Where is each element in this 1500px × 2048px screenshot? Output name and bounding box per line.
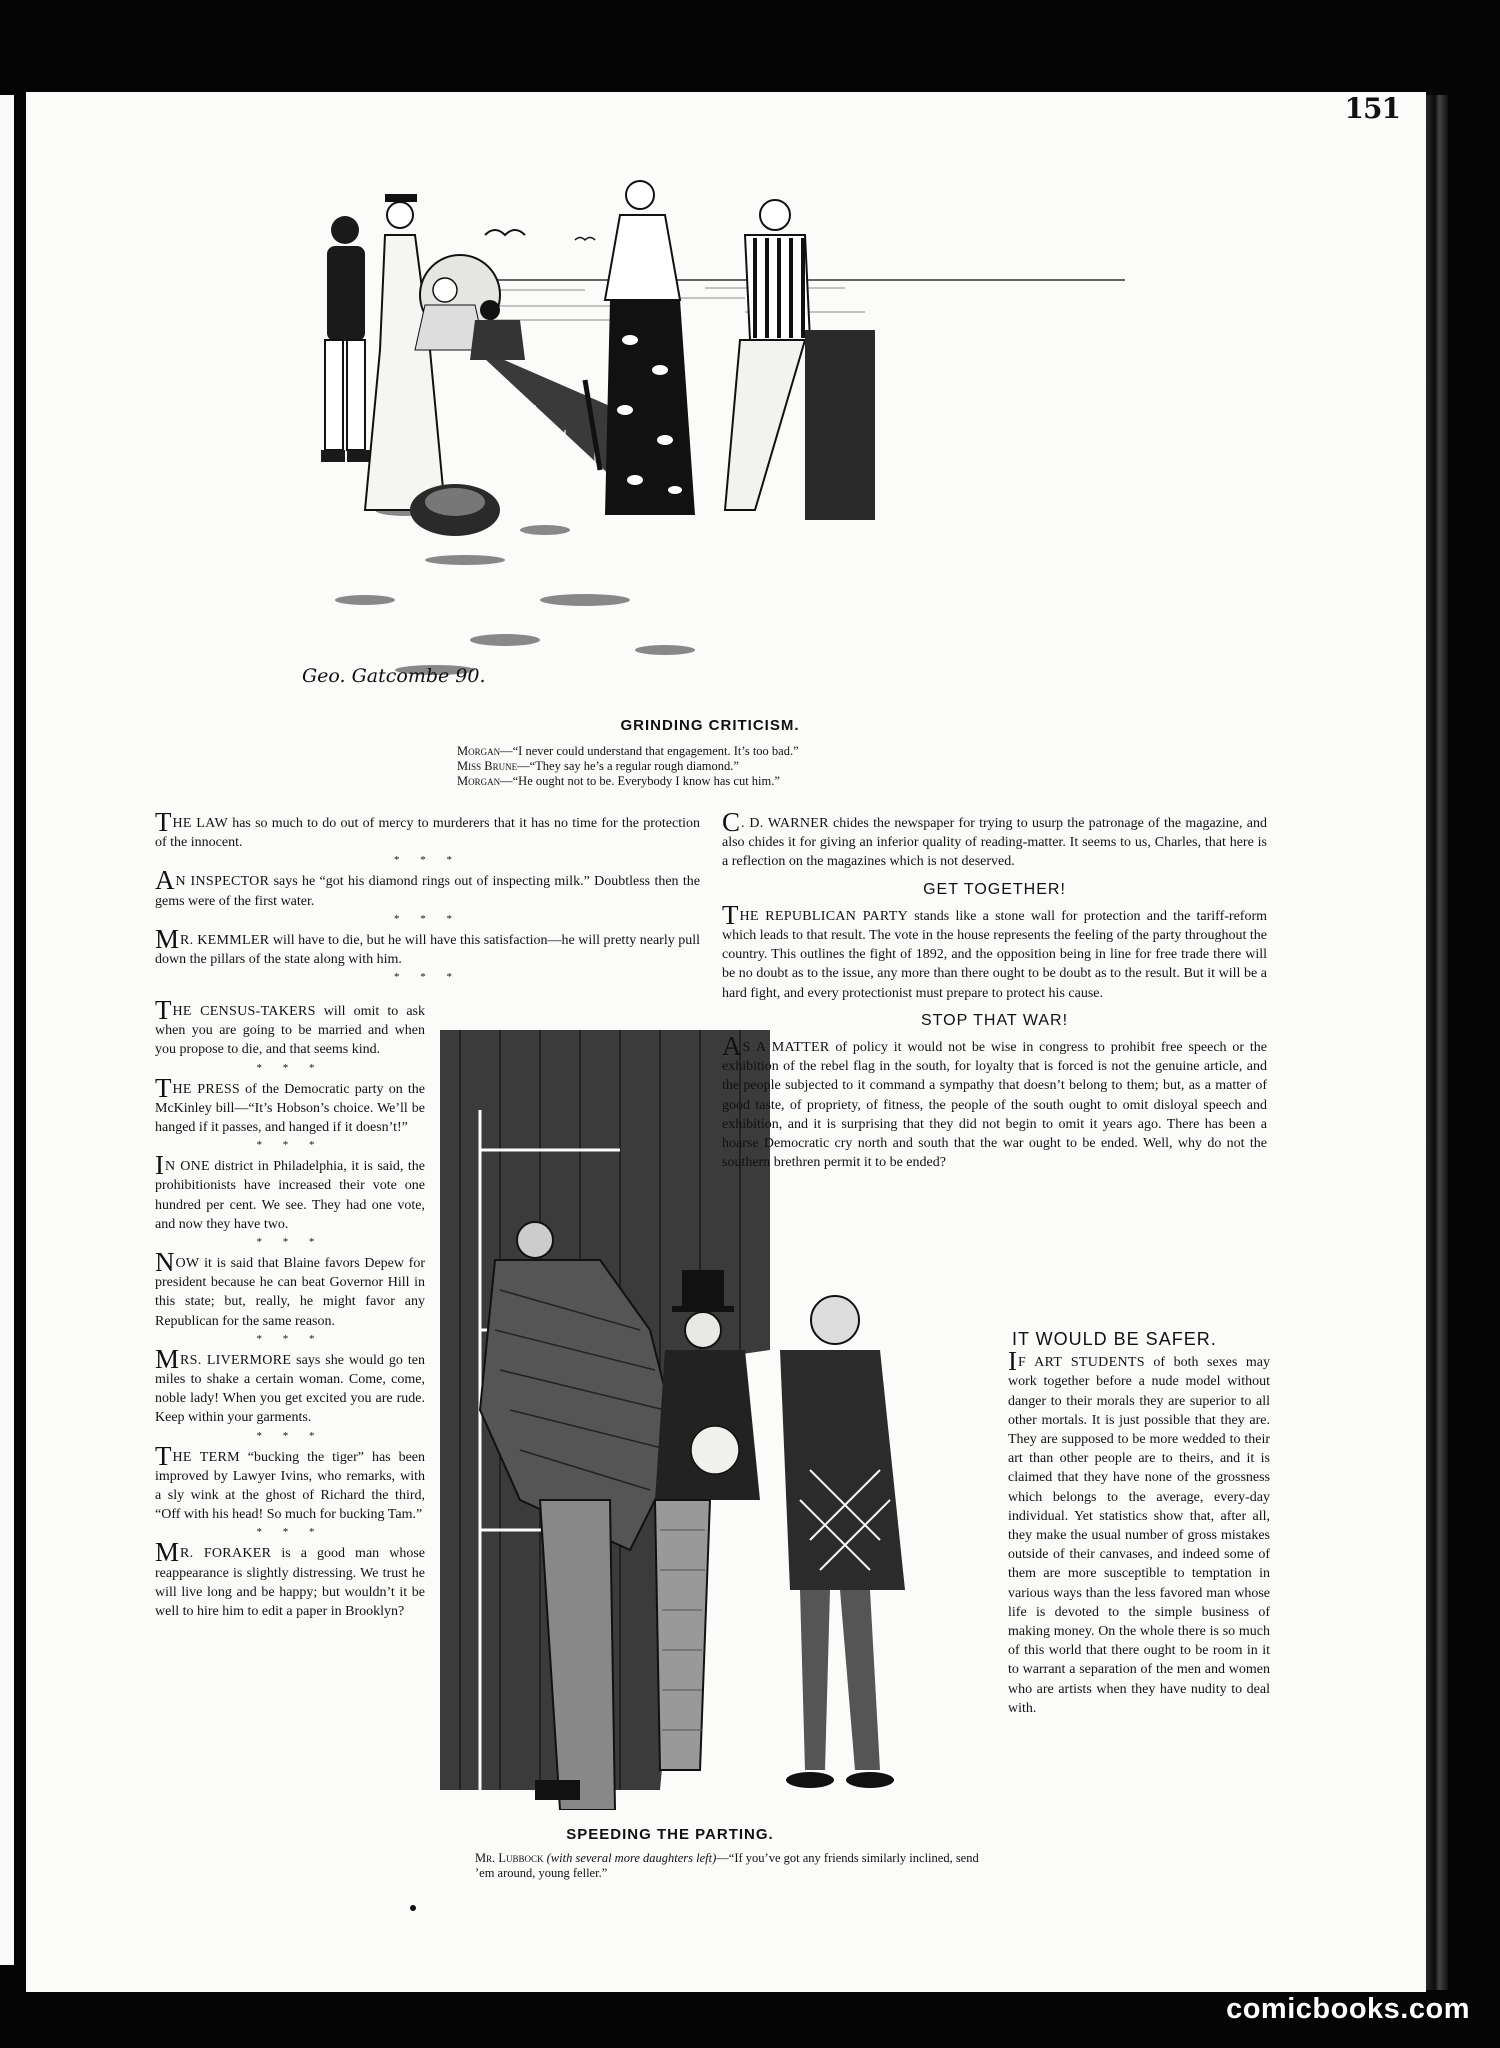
lead-in: RS. LIVERMORE: [180, 1352, 292, 1368]
left-column-narrow: [155, 995, 426, 1621]
caption-aside: (with several more daughters left): [546, 1851, 717, 1865]
lead-in: HE TERM: [172, 1449, 240, 1465]
paragraph-livermore: [155, 1343, 425, 1428]
lead-in: HE LAW: [172, 816, 228, 831]
paragraph-kemmler: [155, 923, 700, 969]
paragraph-press: [155, 1072, 426, 1138]
beach-scene-drawing: [285, 180, 1125, 700]
paragraph-text: of the Democratic party on the McKinley bill—“It’s Hobson’s choice. We’ll be hanged if it passes, and hanged if it doesn’t!”: [155, 1081, 426, 1136]
paragraph-text: says she would go ten miles to shake a certain woman. Come, come, noble lady! When you get excited you are rude. Keep within your garments.: [155, 1352, 425, 1426]
lead-in: HE REPUBLICAN PARTY: [739, 908, 908, 924]
drop-cap: M: [155, 923, 180, 954]
middle-caption-title: SPEEDING THE PARTING.: [566, 1826, 774, 1843]
page-mark: [410, 1905, 416, 1911]
paragraph-text: of policy it would not be wise in congress to prohibit free speech or the exhibition of the rebel flag in the south, for loyalty that is forced is not the genuine article, and the people subjected to it command a sympathy that doesn’t belong to them; but, as a matter of good taste, of propriety, of fitness, the people of the south ought to omit disloyal speech and exhibition, and it is surprising that they did not begin to omit it years ago. There has been a hoarse Democratic cry north and south that the war ought to be ended. Well, why do not the southern brethren permit it to be ended?: [722, 1040, 1267, 1171]
top-illustration: [285, 180, 1125, 700]
paragraph-blaine: [155, 1247, 425, 1331]
paragraph-philadelphia: [155, 1150, 426, 1234]
section-divider: * * *: [256, 1139, 324, 1152]
drop-cap: T: [155, 1440, 172, 1471]
caption-line: [457, 759, 799, 774]
paragraph-text: says he “got his diamond rings out of inspecting milk.” Doubtless then the gems were of the first water.: [155, 874, 700, 909]
paragraph-text: it is said that Blaine favors Depew for president because he can beat Governor Hill in this state; but, really, he might favor any Republican for the same reason.: [155, 1256, 425, 1329]
lead-in: F ART STUDENTS: [1018, 1355, 1145, 1371]
drop-cap: N: [155, 1247, 175, 1278]
top-caption-title: GRINDING CRITICISM.: [620, 717, 800, 734]
paragraph-republican-party: [722, 899, 1267, 1003]
paragraph-warner: [722, 807, 1267, 872]
drop-cap: M: [155, 1343, 180, 1374]
drop-cap: I: [1008, 1346, 1017, 1377]
caption-line: [457, 774, 799, 789]
section-divider: * * *: [256, 1061, 324, 1074]
caption-text: —“I never could understand that engagement. It’s too bad.”: [500, 744, 799, 758]
watermark: comicbooks.com: [1226, 1993, 1470, 2025]
drop-cap: T: [155, 1072, 172, 1103]
paragraph-the-law: [155, 807, 701, 852]
paragraph-text: “bucking the tiger” has been improved by Lawyer Ivins, who remarks, with a sly wink at the ghost of Richard the third, “Off with his head! So much for bucking Tam.”: [155, 1449, 425, 1523]
facing-page-strip: [0, 95, 14, 1965]
section-divider: * * *: [256, 1526, 324, 1539]
drop-cap: A: [722, 1031, 742, 1062]
section-divider: * * *: [256, 1236, 324, 1249]
paragraph-text: has so much to do out of mercy to murderers that it has no time for the protection of the innocent.: [155, 816, 701, 851]
lead-in: HE CENSUS-TAKERS: [172, 1004, 316, 1019]
drop-cap: T: [155, 807, 172, 837]
drop-cap: I: [155, 1150, 164, 1181]
paragraph-text: of both sexes may work together before a nude model without danger to their morals they are superior to all other mortals. It is just possible that they are. They are supposed to be more wedded to their art than other people are to theirs, and it is claimed that they have none of the grossness which belongs to the average, every-day individual. Yet statistics show that, after all, they make the usual number of gross mistakes outside of their canvases, and indeed some of them are more susceptible to temptation in various ways than the less favored man whose life is devoted to the simple business of making money. On the whole there is so much of this world that there ought to be room in it to warrant a separation of the men and women who are artists when they have nudity to deal with.: [1008, 1355, 1270, 1716]
page-number: 151: [1344, 92, 1400, 125]
paragraph-text: is a good man whose reappearance is slightly distressing. We trust he will live long and be happy; but wouldn’t it be well to hire him to edit a paper in Brooklyn?: [155, 1546, 425, 1620]
section-divider: * * *: [394, 912, 461, 925]
lead-in: N ONE: [165, 1159, 210, 1175]
right-narrow-column: [1008, 1330, 1270, 1718]
lead-in: OW: [175, 1256, 200, 1272]
left-column-wide: [155, 807, 701, 987]
lead-in: N INSPECTOR: [175, 874, 270, 890]
caption-speaker: Morgan: [457, 744, 501, 758]
right-column: [722, 807, 1267, 1172]
heading-stop-that-war: STOP THAT WAR!: [920, 1011, 1069, 1029]
paragraph-text: district in Philadelphia, it is said, the prohibitionists have increased their vote one hundred per cent. We see. They had one vote, and now they have two.: [155, 1159, 426, 1232]
caption-text: —“They say he’s a regular rough diamond.”: [517, 759, 739, 773]
paragraph-text: stands like a stone wall for protection and the tariff-reform which leads to that result. The vote in the house represents the feeling of the party throughout the country. This outlines the fight of 1892, and the opposition being in line for free trade there will be no doubt as to the issue, any more than there ought to be doubt as to the result. But it will be a hard fight, and every protectionist must prepare to protect his cause.: [722, 908, 1267, 1001]
section-divider: * * *: [256, 1429, 324, 1442]
lead-in: S A MATTER: [742, 1040, 830, 1056]
lead-in: HE PRESS: [172, 1081, 240, 1097]
paragraph-inspector: [155, 865, 700, 910]
section-divider: * * *: [394, 854, 461, 867]
paragraph-text: chides the newspaper for trying to usurp the patronage of the magazine, and also chides it for giving an inferior quality of reading-matter. It seems to us, Charles, that here is a reflection on the magazines which is not deserved.: [722, 816, 1267, 870]
paragraph-art-students: [1008, 1346, 1270, 1718]
caption-line: [440, 1851, 1000, 1881]
paragraph-text: will have to die, but he will have this satisfaction—he will pretty nearly pull down the pillars of the state along with him.: [155, 932, 700, 968]
paragraph-census: [155, 995, 426, 1060]
lead-in: R. KEMMLER: [180, 932, 270, 948]
artist-signature: Geo. Gatcombe 90.: [302, 665, 486, 687]
lead-in: R. FORAKER: [180, 1546, 272, 1562]
paragraph-text: will omit to ask when you are going to be married and when you propose to die, and that seems kind.: [155, 1004, 426, 1058]
caption-text: —“If you’ve got any friends similarly inclined, send ’em around, young feller.”: [475, 1851, 979, 1880]
caption-text: —“He ought not to be. Everybody I know has cut him.”: [500, 774, 780, 788]
top-caption-dialogue: [457, 744, 799, 789]
drop-cap: T: [155, 995, 172, 1025]
caption-line: [457, 744, 799, 759]
section-divider: * * *: [394, 971, 461, 984]
caption-speaker: Morgan: [457, 774, 501, 788]
drop-cap: C: [722, 807, 741, 837]
drop-cap: A: [155, 865, 175, 896]
caption-speaker: Miss Brune: [457, 759, 518, 773]
lead-in: . D. WARNER: [741, 816, 829, 831]
caption-speaker: Mr. Lubbock: [475, 1851, 544, 1865]
heading-get-together: GET TOGETHER!: [923, 880, 1066, 898]
section-divider: * * *: [256, 1332, 324, 1345]
paragraph-the-term: [155, 1440, 425, 1525]
paragraph-foraker: [155, 1537, 425, 1621]
drop-cap: T: [722, 899, 739, 930]
middle-caption-dialogue: [440, 1851, 1000, 1881]
page-edge: [1426, 95, 1448, 1990]
heading-it-would-be-safer: IT WOULD BE SAFER.: [1012, 1329, 1217, 1349]
drop-cap: M: [155, 1537, 180, 1568]
paragraph-matter-of-policy: [722, 1031, 1267, 1172]
